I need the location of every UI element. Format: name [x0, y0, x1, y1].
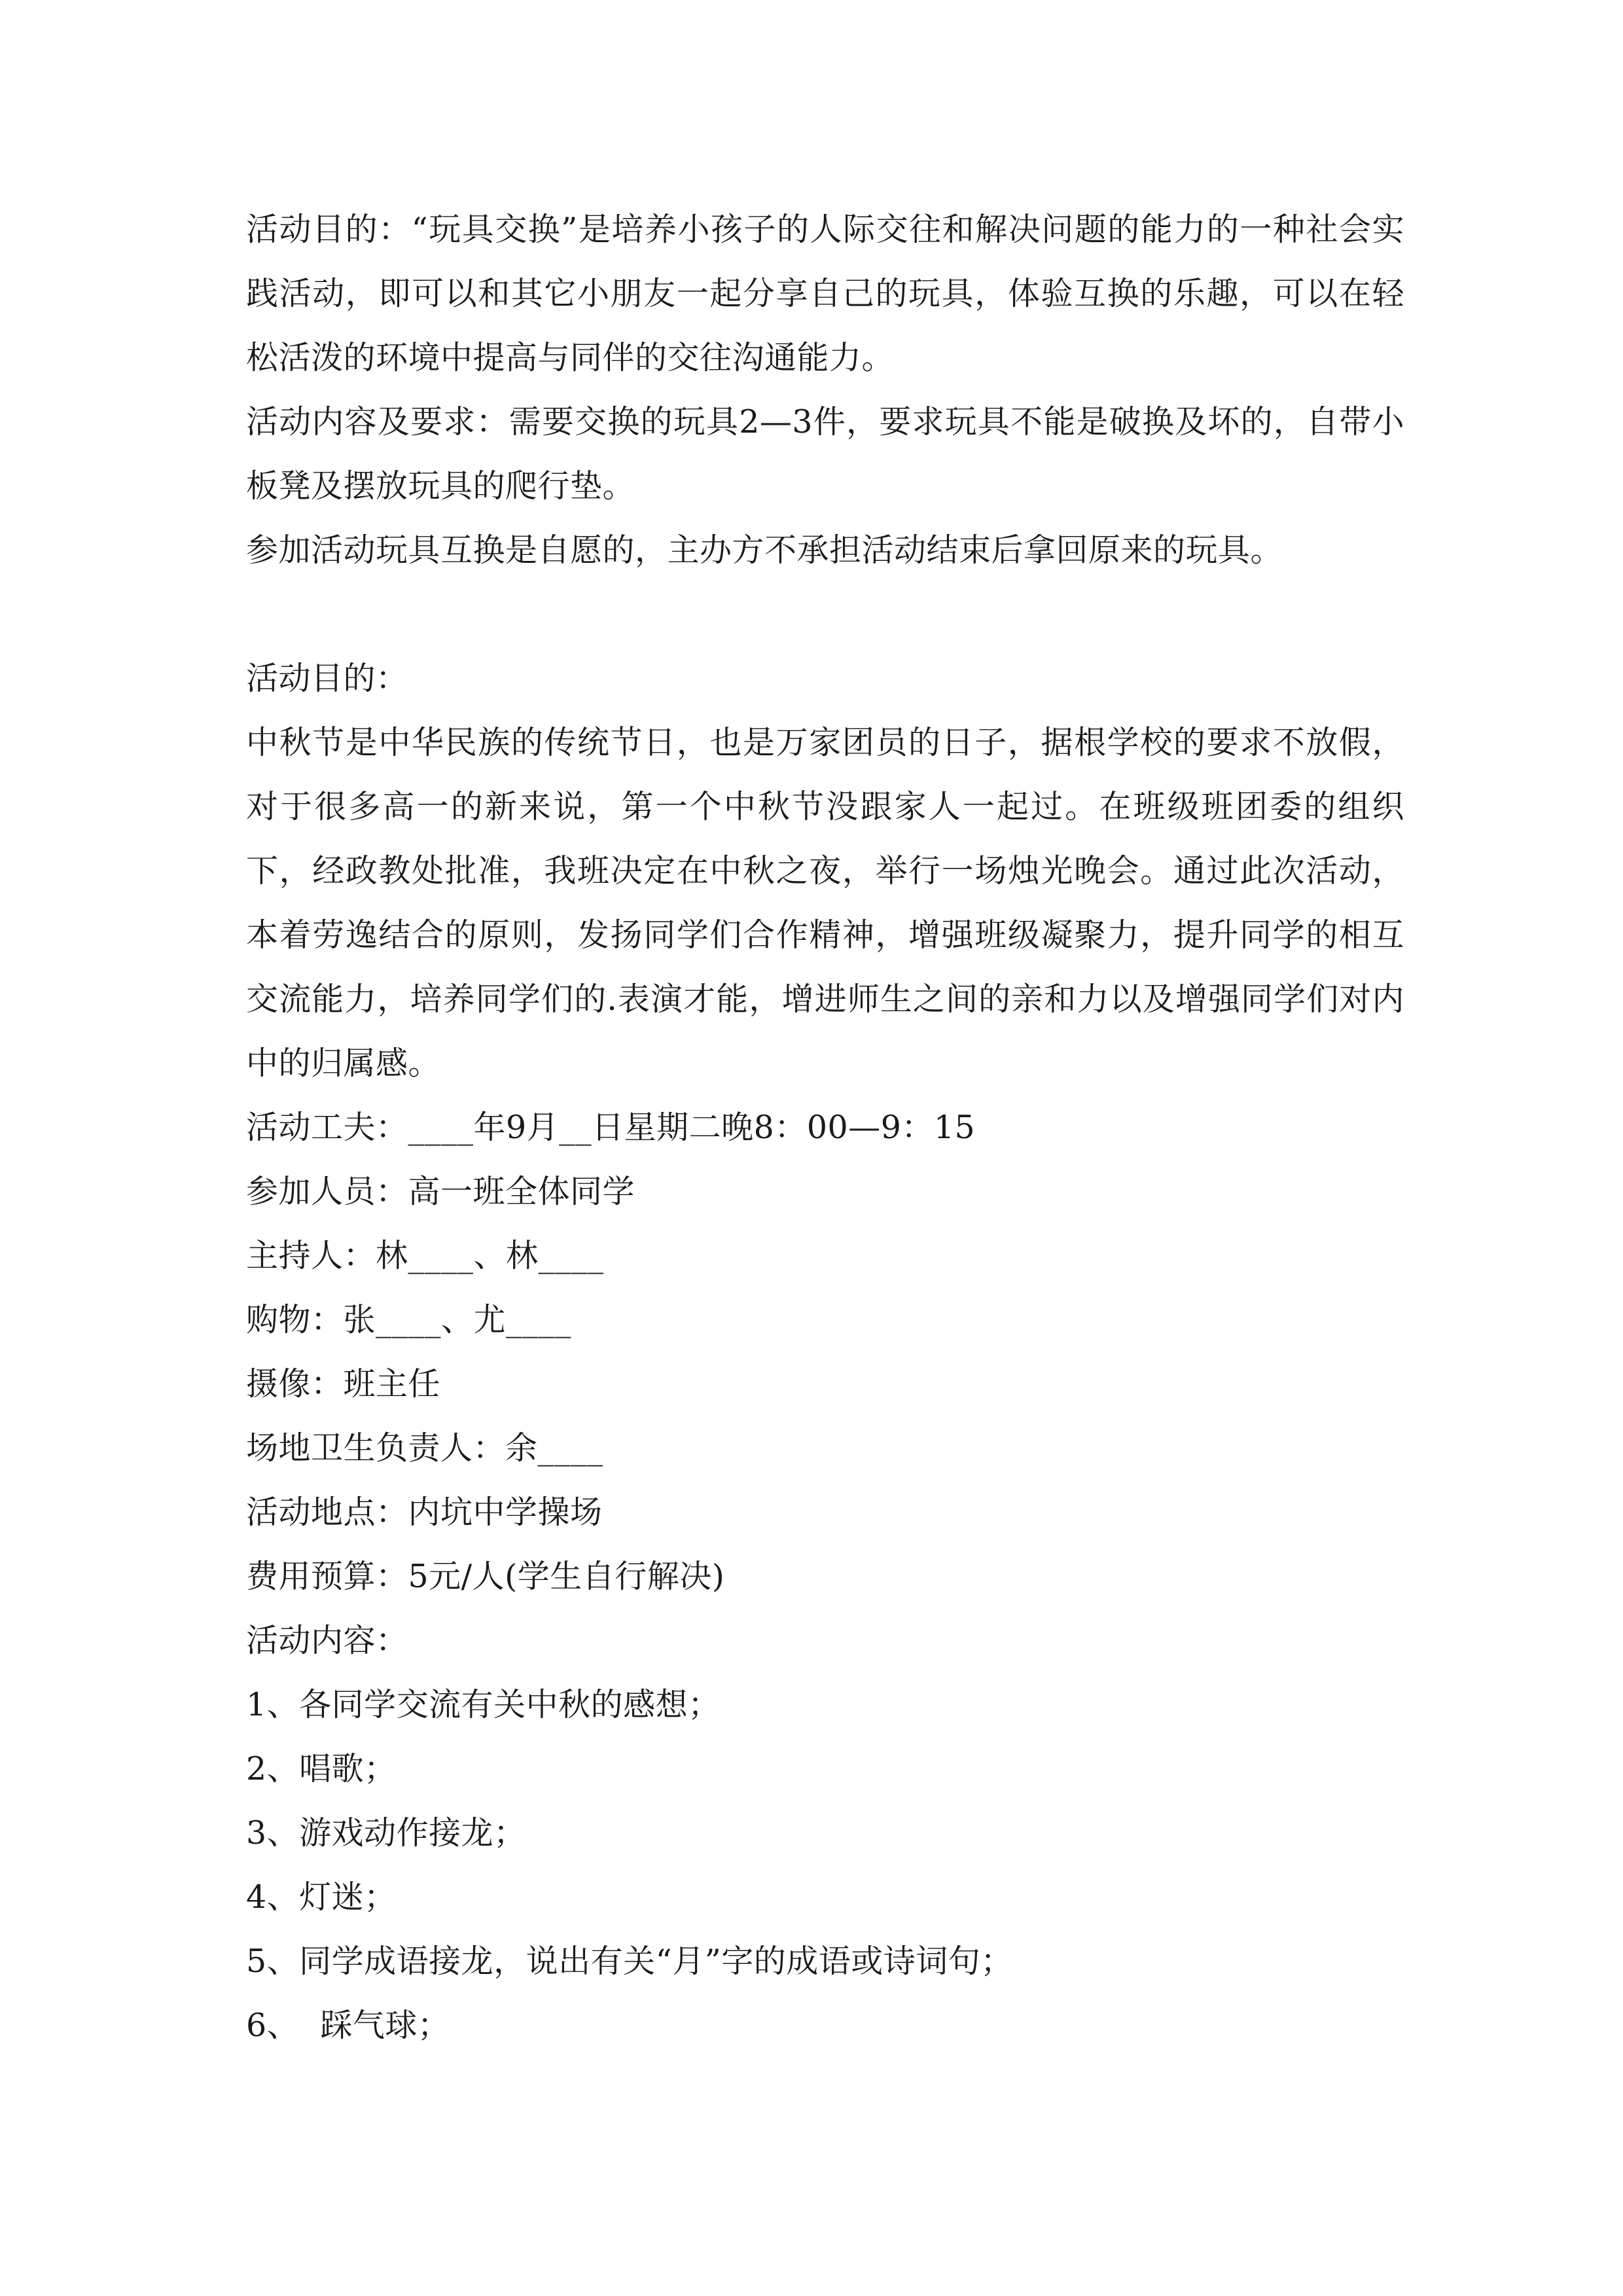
- activity-item: 4、灯迷；: [246, 1878, 397, 1916]
- activity-item: 3、游戏动作接龙；: [246, 1814, 526, 1852]
- detail-participants: 参加人员：高一班全体同学: [246, 1173, 635, 1210]
- activity-item: 2、唱歌；: [246, 1750, 397, 1787]
- detail-photography: 摄像：班主任: [246, 1365, 441, 1403]
- activity-item: 1、各同学交流有关中秋的感想；: [246, 1686, 721, 1723]
- detail-hosts: 主持人：林____、林____: [246, 1237, 604, 1274]
- detail-location: 活动地点：内坑中学操场: [246, 1494, 603, 1531]
- detail-budget: 费用预算：5元/人(学生自行解决): [246, 1558, 725, 1595]
- toy-exchange-purpose: 活动目的：“玩具交换”是培养小孩子的人际交往和解决问题的能力的一种社会实践活动，即可以和其它小朋友一起分享自己的玩具，体验互换的乐趣，可以在轻松活泼的环境中提高与同伴的交往沟通能力。: [246, 211, 1404, 376]
- toy-exchange-requirements: 活动内容及要求：需要交换的玩具2—3件，要求玩具不能是破换及坏的，自带小板凳及摆放玩具的爬行垫。: [246, 403, 1404, 505]
- detail-time: 活动工夫：____年9月__日星期二晚8：00—9：15: [246, 1109, 976, 1146]
- section-gap: [246, 583, 1404, 647]
- detail-shopping: 购物：张____、尤____: [246, 1301, 572, 1338]
- mid-autumn-purpose-heading: 活动目的：: [246, 660, 408, 697]
- activity-item: 5、同学成语接龙，说出有关“月”字的成语或诗词句；: [246, 1943, 1013, 1980]
- mid-autumn-purpose-text: 中秋节是中华民族的传统节日，也是万家团员的日子，据根学校的要求不放假，对于很多高一的新来说，第一个中秋节没跟家人一起过。在班级班团委的组织下，经政教处批准，我班决定在中秋之夜，举行一场烛光晚会。通过此次活动，本着劳逸结合的原则，发扬同学们合作精神，增强班级凝聚力，提升同学的相互交流能力，培养同学们的.表演才能，增进师生之间的亲和力以及增强同学们对内中的归属感。: [246, 724, 1404, 1082]
- document-body: [246, 198, 1404, 2058]
- activity-item: 6、 踩气球；: [246, 2007, 450, 2044]
- detail-content-heading: 活动内容：: [246, 1622, 408, 1659]
- detail-sanitation: 场地卫生负责人：余____: [246, 1429, 603, 1467]
- toy-exchange-note: 参加活动玩具互换是自愿的，主办方不承担活动结束后拿回原来的玩具。: [246, 531, 1283, 569]
